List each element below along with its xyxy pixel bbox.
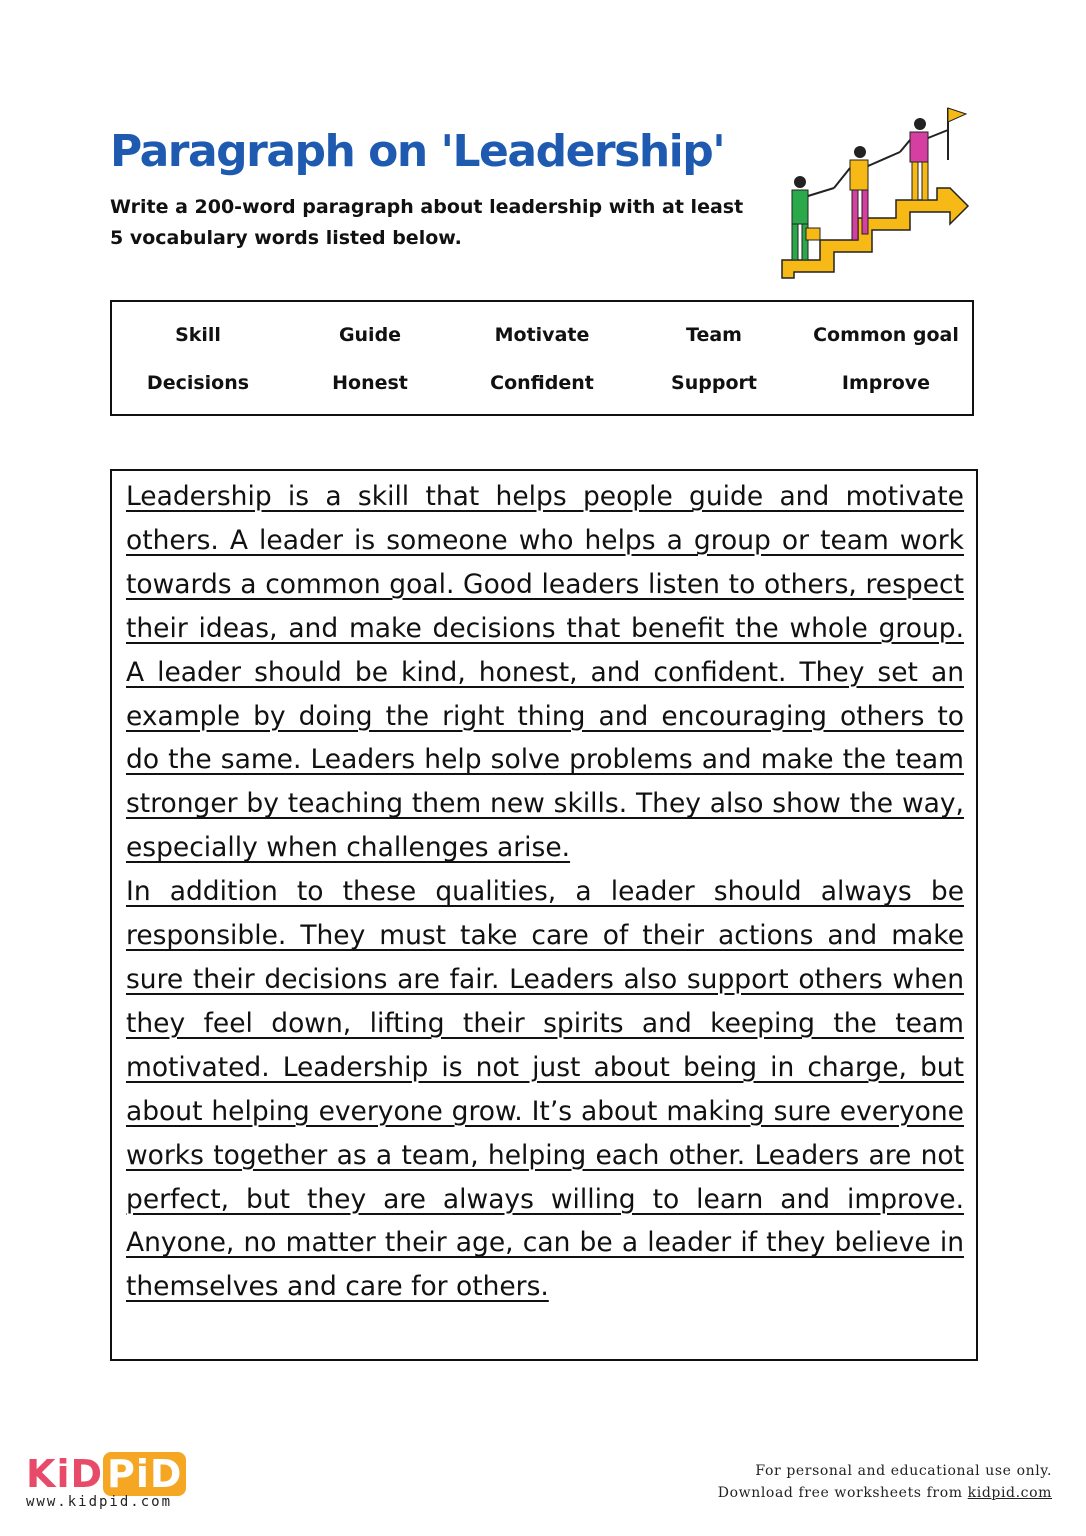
paragraph-2: In addition to these qualities, a leader should always be responsible. They must take care of their actions and make sure their decisions are fair. Leaders also support others when they feel down, lifting their spirits and keeping the team motivated. Leadership is not just about being in charge, but about helping everyone grow. It’s about making sure everyone works together as a team, helping each other. Leaders are not perfect, but they are always willing to learn and improve. Anyone, no matter their age, can be a leader if they believe in themselves and care for others.: [126, 876, 964, 1303]
paragraph-box: [110, 469, 978, 1361]
climbing-team-illustration: [772, 100, 982, 290]
vocab-word: Support: [671, 372, 757, 394]
vocab-word: Common goal: [813, 324, 959, 346]
footer-line-1: For personal and educational use only.: [755, 1463, 1052, 1479]
page-title: Paragraph on 'Leadership': [110, 126, 725, 177]
vocab-word: Confident: [490, 372, 594, 394]
vocab-word: Decisions: [146, 372, 250, 394]
kidpid-link[interactable]: kidpid.com: [967, 1485, 1052, 1501]
vocab-word: Improve: [841, 372, 931, 394]
instructions-line-2: 5 vocabulary words listed below.: [110, 227, 462, 249]
logo-url: www.kidpid.com: [26, 1494, 173, 1510]
vocab-word: Motivate: [494, 324, 590, 346]
vocabulary-row-1: [112, 320, 972, 350]
vocab-word: Guide: [338, 324, 402, 346]
vocab-word: Skill: [175, 324, 221, 346]
kidpid-logo: [26, 1452, 186, 1510]
vocab-word: Honest: [332, 372, 408, 394]
footer-notice: [718, 1460, 1052, 1504]
instructions-line-1: Write a 200-word paragraph about leadership with at least: [110, 196, 744, 218]
vocabulary-row-2: [112, 368, 972, 398]
footer-line-2: Download free worksheets from kidpid.com: [717, 1485, 1052, 1501]
paragraph-1: Leadership is a skill that helps people guide and motivate others. A leader is someone who helps a group or team work towards a common goal. Good leaders listen to others, respect their ideas, and make decisions that benefit the whole group. A leader should be kind, honest, and confident. They set an example by doing the right thing and encouraging others to do the same. Leaders help solve problems and make the team stronger by teaching them new skills. They also show the way, especially when challenges arise.: [126, 481, 964, 864]
paragraph-text: [126, 475, 964, 1309]
vocab-word: Team: [686, 324, 742, 346]
instructions: [110, 192, 770, 254]
logo-mark: KiD PiD: [26, 1452, 186, 1496]
vocabulary-box: [110, 300, 974, 416]
